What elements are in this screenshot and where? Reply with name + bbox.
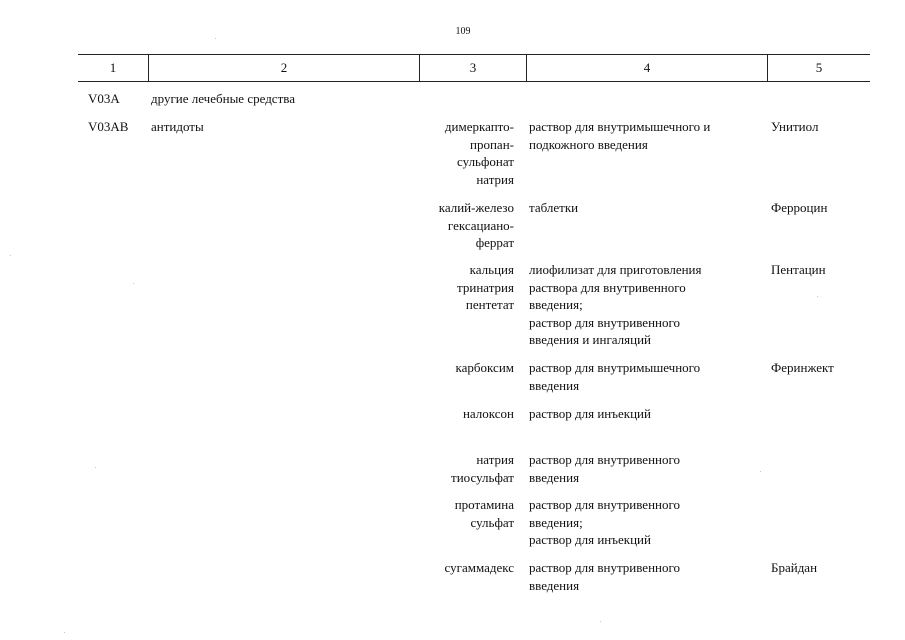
group-name: другие лечебные средства	[151, 91, 295, 106]
inn-name: протамина сульфат	[454, 497, 514, 530]
inn-name: калий-железо гексациано- феррат	[438, 200, 514, 250]
dosage-form: раствор для внутривенного введения	[529, 560, 680, 593]
column-header-3: 3	[469, 60, 477, 75]
dosage-form: таблетки	[529, 200, 579, 215]
page-number: 109	[455, 26, 471, 37]
scan-speck	[817, 296, 818, 297]
dosage-form: раствор для внутривенного введения; раствор для инъекций	[529, 497, 680, 547]
column-header-5: 5	[815, 60, 823, 75]
trade-name: Пентацин	[771, 262, 826, 277]
dosage-form: раствор для внутримышечного введения	[529, 360, 701, 393]
trade-name: Унитиол	[771, 119, 819, 134]
dosage-form: лиофилизат для приготовления раствора для внутривенного введения; раствор для внутривенного введения и ингаляций	[529, 262, 702, 347]
column-header-2: 2	[280, 60, 288, 75]
inn-name: налоксон	[462, 406, 514, 421]
scan-speck	[10, 255, 11, 256]
trade-name: Ферроцин	[771, 200, 828, 215]
inn-name: димеркапто- пропан- сульфонат натрия	[444, 119, 514, 187]
column-header-1: 1	[109, 60, 117, 75]
scan-speck	[95, 467, 96, 468]
inn-name: карбоксим	[455, 360, 514, 375]
scan-speck	[133, 283, 134, 284]
inn-name: сугаммадекс	[444, 560, 514, 575]
inn-name: кальция тринатрия пентетат	[457, 262, 514, 312]
dosage-form: раствор для инъекций	[529, 406, 651, 421]
group-code: V03AB	[88, 119, 129, 134]
column-header-4: 4	[643, 60, 651, 75]
scan-speck	[64, 632, 65, 633]
dosage-form: раствор для внутривенного введения	[529, 452, 680, 485]
group-code: V03A	[88, 91, 120, 106]
trade-name: Феринжект	[771, 360, 834, 375]
group-name: антидоты	[151, 119, 204, 134]
inn-name: натрия тиосульфат	[451, 452, 514, 485]
trade-name: Брайдан	[771, 560, 818, 575]
dosage-form: раствор для внутримышечного и подкожного введения	[529, 119, 711, 152]
scan-speck	[760, 471, 761, 472]
scan-speck	[215, 38, 216, 39]
table-header-row	[78, 54, 870, 82]
scan-speck	[600, 621, 601, 622]
